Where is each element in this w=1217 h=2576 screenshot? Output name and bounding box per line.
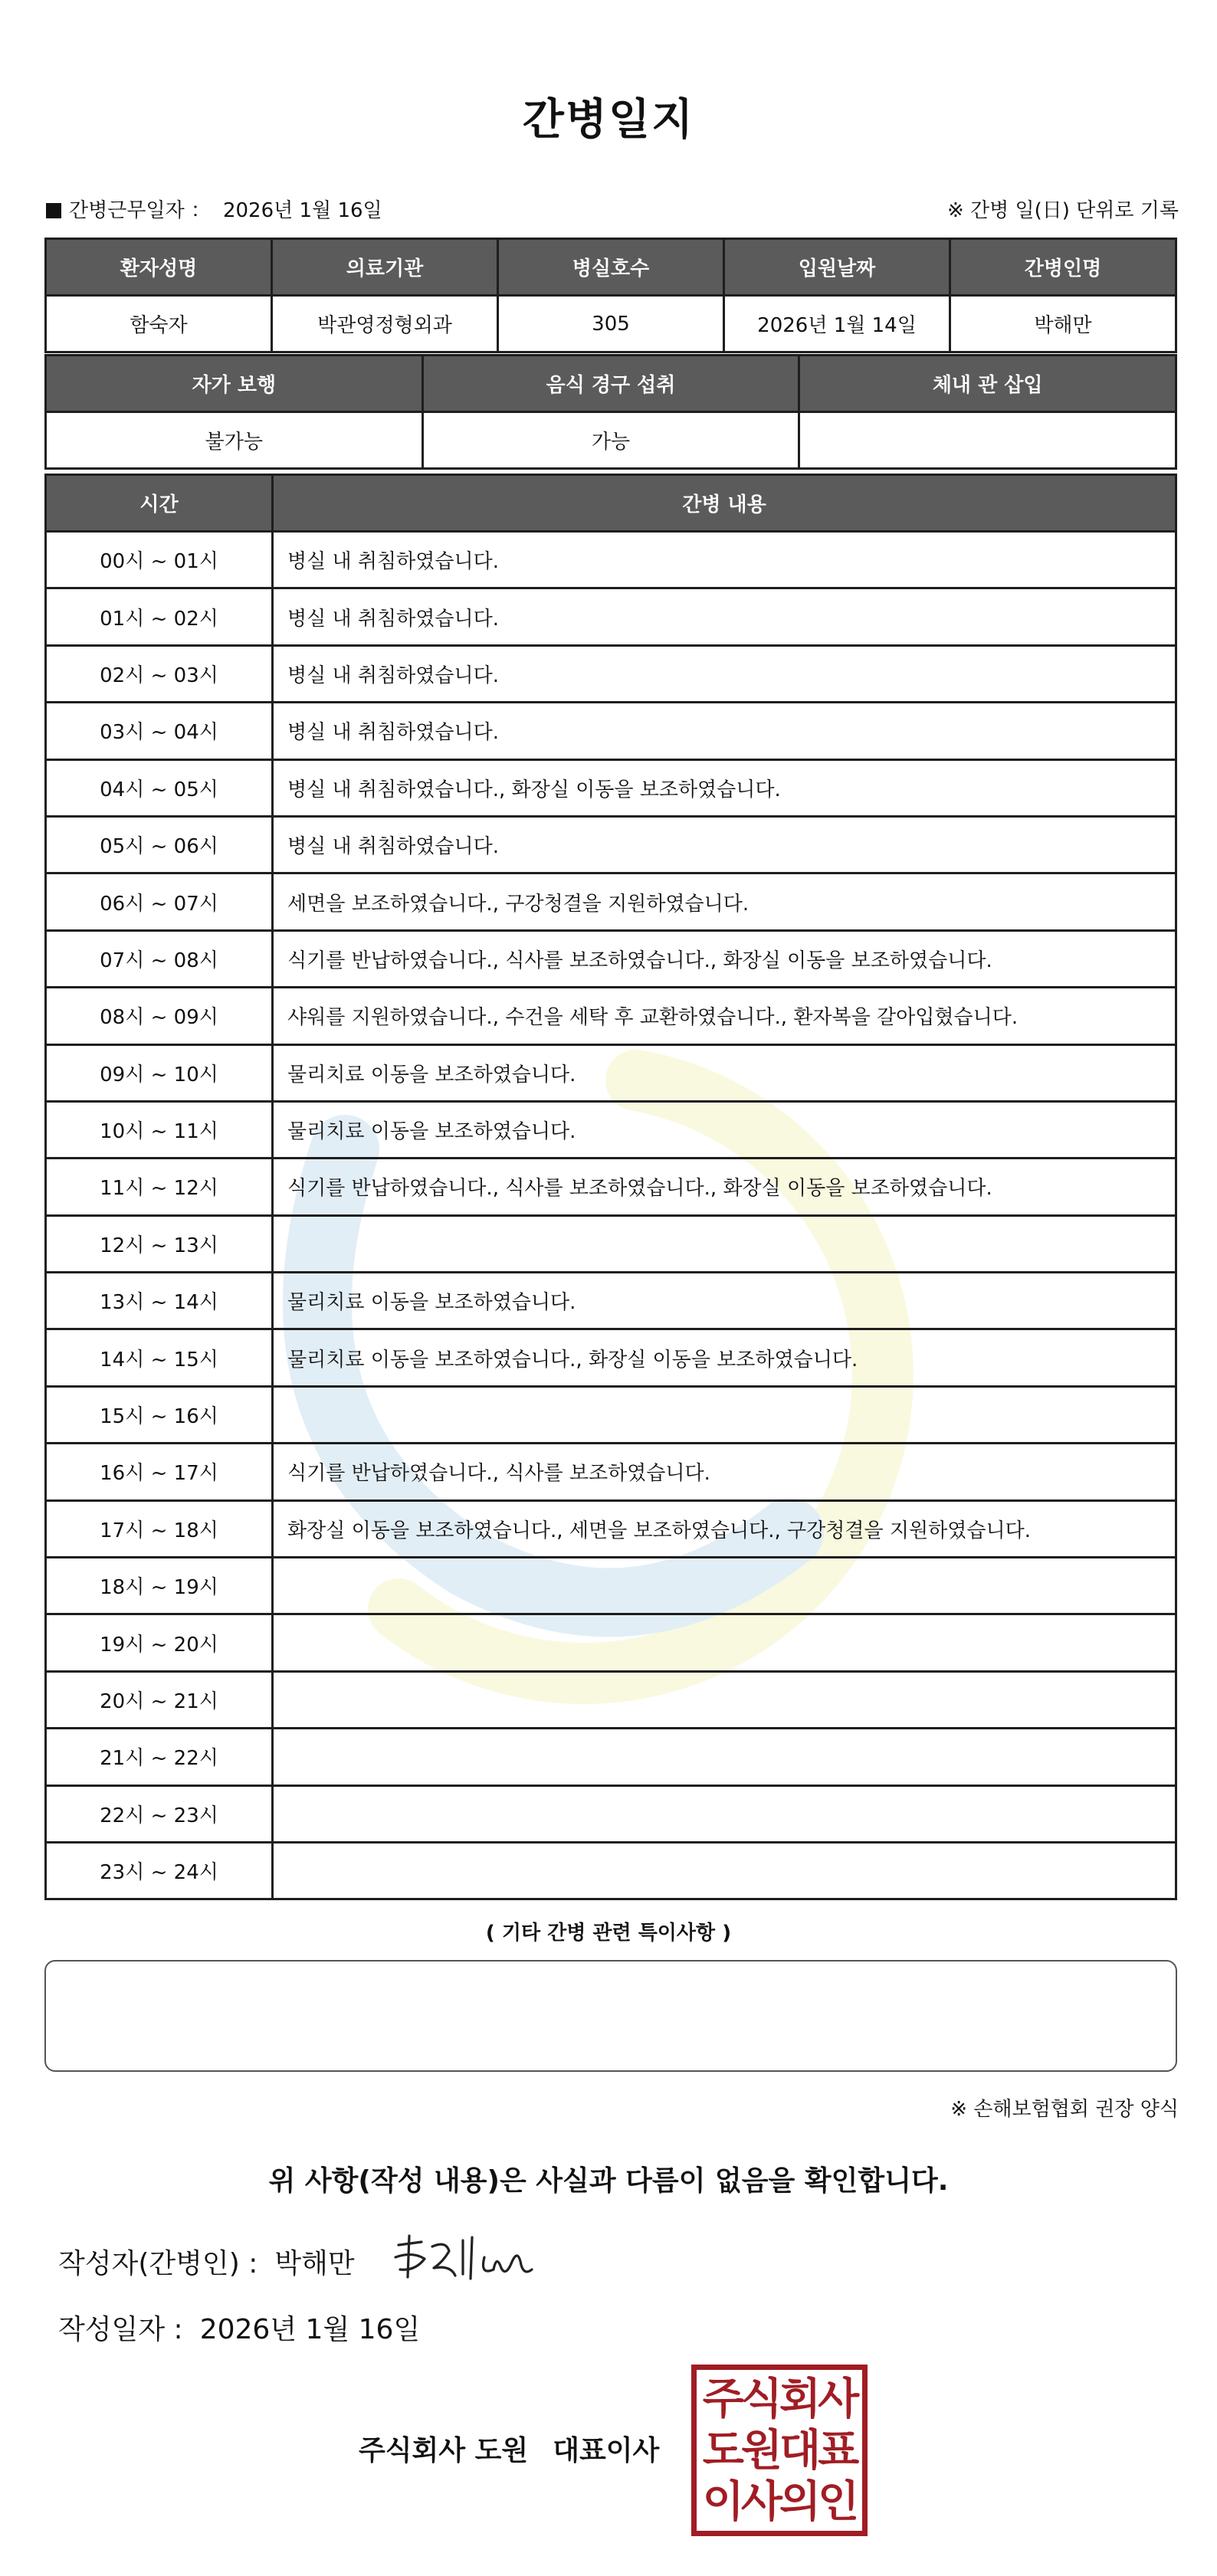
time-slot: 04시 ~ 05시 xyxy=(46,759,273,816)
time-slot: 18시 ~ 19시 xyxy=(46,1558,273,1614)
header-care-content: 간병 내용 xyxy=(273,475,1176,532)
table-row xyxy=(46,1614,1176,1671)
table-row xyxy=(46,988,1176,1044)
notes-box xyxy=(44,1960,1177,2072)
room-number: 305 xyxy=(498,296,724,352)
care-content: 병실 내 취침하였습니다. xyxy=(273,816,1176,873)
hospital-name: 박관영정형외과 xyxy=(272,296,498,352)
time-slot: 23시 ~ 24시 xyxy=(46,1842,273,1899)
writer-line xyxy=(58,2242,355,2281)
time-slot: 07시 ~ 08시 xyxy=(46,930,273,987)
seal-row: 이사의인 xyxy=(702,2476,857,2528)
unit-note: ※ 간병 일(日) 단위로 기록 xyxy=(946,199,1179,222)
seal-row: 도원대표 xyxy=(702,2424,857,2476)
care-content xyxy=(273,1842,1176,1899)
time-slot: 16시 ~ 17시 xyxy=(46,1444,273,1500)
table-row xyxy=(46,873,1176,930)
care-content xyxy=(273,1614,1176,1671)
patient-status-table xyxy=(44,354,1177,470)
written-date-label: 작성일자 : xyxy=(58,2314,183,2345)
care-content: 물리치료 이동을 보조하였습니다., 화장실 이동을 보조하였습니다. xyxy=(273,1329,1176,1386)
header-time: 시간 xyxy=(46,475,273,532)
care-content: 병실 내 취침하였습니다. xyxy=(273,703,1176,759)
header-admission-date: 입원날짜 xyxy=(724,239,950,296)
care-content xyxy=(273,1215,1176,1272)
table-row xyxy=(46,1273,1176,1329)
time-slot: 21시 ~ 22시 xyxy=(46,1729,273,1785)
table-row xyxy=(46,759,1176,816)
company-representative: 대표이사 xyxy=(553,2435,660,2466)
time-slot: 15시 ~ 16시 xyxy=(46,1386,273,1443)
table-row xyxy=(46,1558,1176,1614)
care-content: 병실 내 취침하였습니다. xyxy=(273,532,1176,588)
table-row xyxy=(46,930,1176,987)
care-content: 물리치료 이동을 보조하였습니다. xyxy=(273,1273,1176,1329)
page-title: 간병일지 xyxy=(522,95,695,145)
table-row xyxy=(46,1101,1176,1158)
time-slot: 14시 ~ 15시 xyxy=(46,1329,273,1386)
care-content: 물리치료 이동을 보조하였습니다. xyxy=(273,1044,1176,1101)
care-content: 화장실 이동을 보조하였습니다., 세면을 보조하였습니다., 구강청결을 지원하였습니다. xyxy=(273,1500,1176,1557)
notes-title: ( 기타 간병 관련 특이사항 ) xyxy=(485,1922,732,1945)
header-patient-name: 환자성명 xyxy=(46,239,272,296)
care-content: 샤워를 지원하였습니다., 수건을 세탁 후 교환하였습니다., 환자복을 갈아입혔습니다. xyxy=(273,988,1176,1044)
table-row xyxy=(46,1729,1176,1785)
care-content xyxy=(273,1785,1176,1842)
self-walking-value: 불가능 xyxy=(46,412,423,469)
table-row xyxy=(46,1842,1176,1899)
care-content: 병실 내 취침하였습니다. xyxy=(273,645,1176,702)
care-content: 식기를 반납하였습니다., 식사를 보조하였습니다., 화장실 이동을 보조하였습니다. xyxy=(273,1159,1176,1215)
company-name: 주식회사 도원 xyxy=(359,2435,529,2466)
table-row xyxy=(46,532,1176,588)
care-content: 식기를 반납하였습니다., 식사를 보조하였습니다., 화장실 이동을 보조하였습니다. xyxy=(273,930,1176,987)
handwritten-signature xyxy=(389,2231,535,2286)
writer-label: 작성자(간병인) : xyxy=(58,2248,258,2279)
company-line xyxy=(359,2429,659,2468)
patient-name: 함숙자 xyxy=(46,296,272,352)
table-row xyxy=(46,645,1176,702)
time-slot: 02시 ~ 03시 xyxy=(46,645,273,702)
time-slot: 06시 ~ 07시 xyxy=(46,873,273,930)
time-slot: 05시 ~ 06시 xyxy=(46,816,273,873)
work-date-line xyxy=(46,195,382,223)
time-slot: 17시 ~ 18시 xyxy=(46,1500,273,1557)
table-row xyxy=(46,703,1176,759)
care-content: 식기를 반납하였습니다., 식사를 보조하였습니다. xyxy=(273,1444,1176,1500)
written-date-value: 2026년 1월 16일 xyxy=(199,2314,421,2345)
time-slot: 22시 ~ 23시 xyxy=(46,1785,273,1842)
header-room-number: 병실호수 xyxy=(498,239,724,296)
header-tube-insertion: 체내 관 삽입 xyxy=(799,356,1176,412)
time-slot: 09시 ~ 10시 xyxy=(46,1044,273,1101)
time-slot: 11시 ~ 12시 xyxy=(46,1159,273,1215)
care-content: 병실 내 취침하였습니다., 화장실 이동을 보조하였습니다. xyxy=(273,759,1176,816)
care-content xyxy=(273,1671,1176,1728)
time-slot: 00시 ~ 01시 xyxy=(46,532,273,588)
care-content: 병실 내 취침하였습니다. xyxy=(273,588,1176,645)
header-caregiver-name: 간병인명 xyxy=(950,239,1176,296)
caregiver-name: 박해만 xyxy=(950,296,1176,352)
table-row xyxy=(46,1785,1176,1842)
oral-intake-value: 가능 xyxy=(422,412,799,469)
writer-name: 박해만 xyxy=(274,2248,355,2279)
written-date-line xyxy=(58,2308,420,2347)
table-row xyxy=(46,1671,1176,1728)
table-row xyxy=(46,1044,1176,1101)
time-slot: 20시 ~ 21시 xyxy=(46,1671,273,1728)
table-row xyxy=(46,1329,1176,1386)
work-date-value: 2026년 1월 16일 xyxy=(222,199,382,222)
care-content xyxy=(273,1386,1176,1443)
header-self-walking: 자가 보행 xyxy=(46,356,423,412)
table-row xyxy=(46,1444,1176,1500)
seal-row: 주식회사 xyxy=(702,2373,857,2424)
table-row xyxy=(46,816,1176,873)
square-bullet-icon xyxy=(46,203,61,218)
care-content: 물리치료 이동을 보조하였습니다. xyxy=(273,1101,1176,1158)
tube-insertion-value xyxy=(799,412,1176,469)
admission-date: 2026년 1월 14일 xyxy=(724,296,950,352)
care-log-table xyxy=(44,474,1177,1900)
time-slot: 08시 ~ 09시 xyxy=(46,988,273,1044)
time-slot: 13시 ~ 14시 xyxy=(46,1273,273,1329)
time-slot: 12시 ~ 13시 xyxy=(46,1215,273,1272)
time-slot: 03시 ~ 04시 xyxy=(46,703,273,759)
header-hospital: 의료기관 xyxy=(272,239,498,296)
time-slot: 01시 ~ 02시 xyxy=(46,588,273,645)
patient-info-table xyxy=(44,238,1177,353)
table-row xyxy=(46,1215,1176,1272)
table-row xyxy=(46,1159,1176,1215)
care-content xyxy=(273,1729,1176,1785)
table-row xyxy=(46,1500,1176,1557)
table-row xyxy=(46,1386,1176,1443)
confirmation-statement: 위 사항(작성 내용)은 사실과 다름이 없음을 확인합니다. xyxy=(268,2165,949,2197)
time-slot: 10시 ~ 11시 xyxy=(46,1101,273,1158)
work-date-label: 간병근무일자 ： xyxy=(69,199,211,222)
care-content xyxy=(273,1558,1176,1614)
care-content: 세면을 보조하였습니다., 구강청결을 지원하였습니다. xyxy=(273,873,1176,930)
recommend-note: ※ 손해보험협회 권장 양식 xyxy=(950,2098,1179,2121)
table-row xyxy=(46,588,1176,645)
company-seal-stamp xyxy=(691,2365,868,2536)
time-slot: 19시 ~ 20시 xyxy=(46,1614,273,1671)
header-oral-intake: 음식 경구 섭취 xyxy=(422,356,799,412)
